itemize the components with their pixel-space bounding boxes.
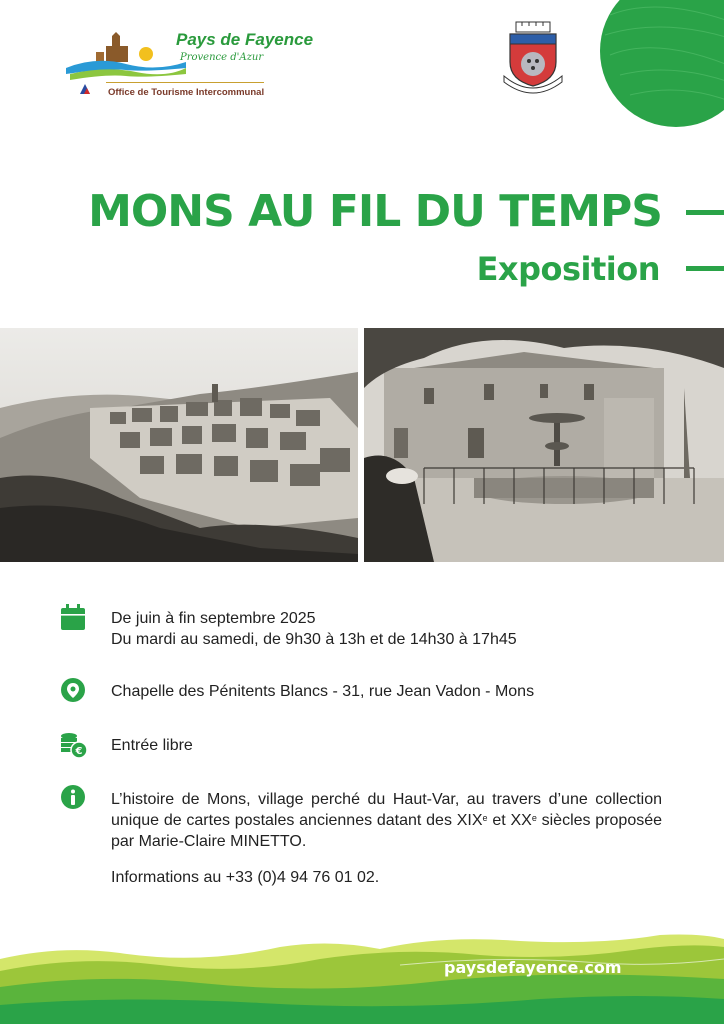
exhibition-subtitle: Exposition bbox=[476, 250, 660, 288]
description-part-3: siècles proposée par Marie-Claire MINETTO. bbox=[111, 812, 663, 850]
logo-subtitle: Provence d'Azur bbox=[180, 52, 264, 63]
svg-text:€: € bbox=[75, 746, 83, 757]
superscript-2: e bbox=[531, 813, 537, 823]
exhibition-title: MONS AU FIL DU TEMPS bbox=[88, 186, 662, 237]
fountain-square-photo bbox=[364, 328, 724, 562]
website-link[interactable]: paysdefayence.com bbox=[444, 958, 622, 977]
exhibition-description bbox=[111, 789, 662, 852]
description-part-2: et XX bbox=[487, 812, 532, 829]
decorative-corner-circle bbox=[600, 0, 724, 127]
logo-divider bbox=[106, 82, 264, 83]
price-text: Entrée libre bbox=[111, 737, 193, 754]
logo-office-text: Office de Tourisme Intercommunal bbox=[108, 87, 265, 98]
tourism-emblem-icon bbox=[78, 82, 92, 96]
mons-crest-icon bbox=[502, 20, 564, 96]
superscript-1: e bbox=[482, 813, 488, 823]
calendar-icon bbox=[58, 603, 88, 633]
title-dash bbox=[686, 210, 724, 215]
village-logo-icon bbox=[66, 22, 186, 86]
location-text: Chapelle des Pénitents Blancs - 31, rue Jean Vadon - Mons bbox=[111, 683, 535, 700]
dates-info bbox=[111, 608, 517, 650]
contact-phone: Informations au +33 (0)4 94 76 01 02. bbox=[111, 869, 380, 886]
subtitle-dash bbox=[686, 266, 724, 271]
dates-line-2: Du mardi au samedi, de 9h30 à 13h et de 14h30 à 17h45 bbox=[111, 631, 517, 648]
village-panorama-photo bbox=[0, 328, 358, 562]
coins-euro-icon bbox=[58, 730, 88, 760]
dates-line-1: De juin à fin septembre 2025 bbox=[111, 610, 316, 627]
topographic-lines-icon bbox=[600, 0, 724, 127]
logo-title: Pays de Fayence bbox=[176, 30, 314, 49]
pays-de-fayence-logo bbox=[66, 22, 314, 102]
info-icon bbox=[58, 783, 88, 813]
description-part-1: L’histoire de Mons, village perché du Haut-Var, au travers d’une collection unique de cartes postales anciennes datant des XIX bbox=[111, 791, 662, 829]
location-pin-icon bbox=[58, 676, 88, 706]
